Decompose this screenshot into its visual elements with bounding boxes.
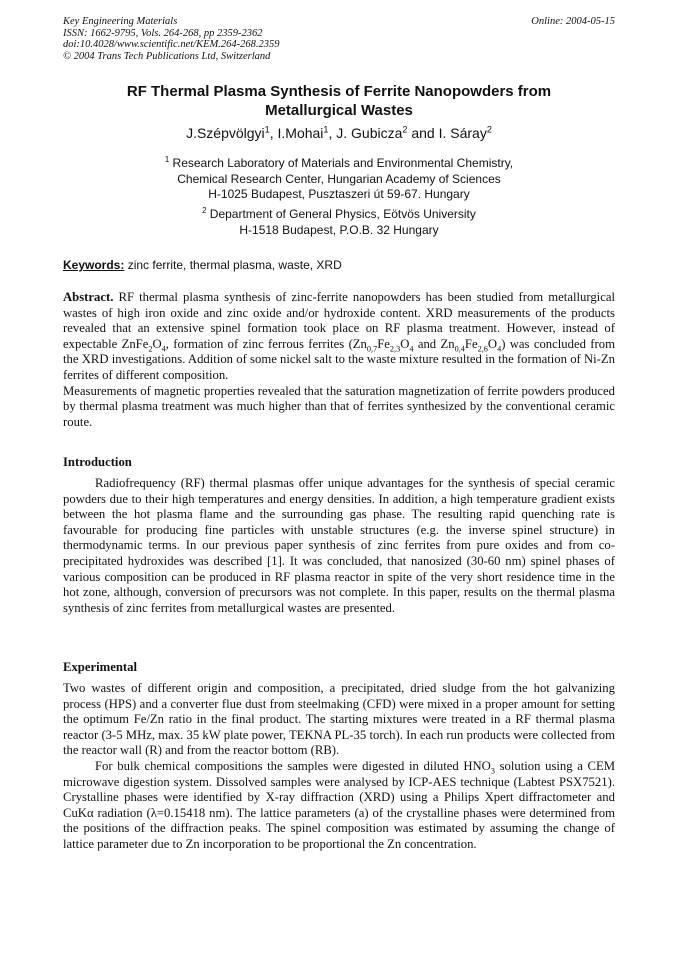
subscript: 4 bbox=[409, 344, 414, 354]
affiliation-1 bbox=[63, 156, 615, 203]
keywords bbox=[63, 258, 615, 273]
experimental-section bbox=[63, 681, 615, 853]
subscript: 2 bbox=[148, 344, 153, 354]
title-line-2: Metallurgical Wastes bbox=[265, 102, 413, 119]
affiliation-1-line-1: Research Laboratory of Materials and Environmental Chemistry, bbox=[169, 156, 514, 170]
abstract-text: O bbox=[400, 336, 410, 351]
experimental-paragraph-2 bbox=[63, 759, 615, 853]
subscript: 2,6 bbox=[477, 344, 488, 354]
subscript: 4 bbox=[497, 344, 502, 354]
author-4-affil: 2 bbox=[486, 124, 492, 135]
subscript: 0,4 bbox=[454, 344, 465, 354]
abstract-label: Abstract. bbox=[63, 290, 114, 304]
introduction-paragraph: Radiofrequency (RF) thermal plasmas offer unique advantages for the synthesis of special ceramic powders due to their high temperatures and energy densities. In addition, a high temperature gradient exists between the hot plasma flame and the surrounding gas phase. The resulting rapid quenching rate is favourable for producing fine particles with unstable structures (e.g. the inverse spinel structure) in thermodynamic terms. In our previous paper synthesis of zinc ferrites from pure oxides and from co-precipitated hydroxides was described [1]. It was concluded, that nanosized (30-60 nm) spinel phases of various composition can be produced in RF plasma reactor in spite of the very short residence time in the hot zone, although, conversion of precursors was not complete. In this paper, results on the thermal plasma synthesis of zinc ferrites from metallurgical wastes are presented. bbox=[63, 476, 615, 615]
author-1: J.Szépvölgyi bbox=[186, 125, 265, 141]
abstract-text: O bbox=[487, 336, 498, 351]
abstract-text: RF thermal plasma synthesis of zinc-ferrite nanopowders has been studied from metallurgical wastes of high iron oxide and zinc oxide and/or hydroxide content. XRD measurements of the products revealed that an extensive spinel formation took place on RF plasma treatment. However, instead of expectable ZnFe bbox=[63, 290, 615, 351]
author-2-affil: 1 bbox=[323, 124, 329, 135]
author-3: , J. Gubicza bbox=[328, 125, 403, 141]
abstract bbox=[63, 290, 615, 430]
author-list bbox=[63, 124, 615, 142]
author-3-affil: 2 bbox=[402, 124, 408, 135]
copyright-line: © 2004 Trans Tech Publications Ltd, Switzerland bbox=[63, 50, 271, 62]
subscript: 3 bbox=[490, 766, 495, 776]
author-1-affil: 1 bbox=[264, 124, 270, 135]
abstract-text: O bbox=[152, 336, 162, 351]
affiliation-1-marker: 1 bbox=[164, 155, 170, 164]
subscript: 2,3 bbox=[389, 344, 401, 354]
experimental-text: solution using a CEM microwave digestion system. Dissolved samples were analysed by ICP-AES technique (Labtest PSX7521). Crystalline phases were identified by X-ray diffraction (XRD) using a Philips Xpert diffractometer and CuKα radiation (λ=0.15418 nm). The lattice parameters (a) of the crystalline phases were determined from the positions of the diffraction peaks. The spinel composition was estimated by assuming the change of lattice parameter due to Zn incorporation to be proportional the Zn concentration. bbox=[63, 758, 615, 851]
title-line-1: RF Thermal Plasma Synthesis of Ferrite Nanopowders from bbox=[126, 83, 552, 100]
journal-header bbox=[63, 16, 615, 62]
experimental-text: For bulk chemical compositions the samples were digested in diluted HNO bbox=[95, 758, 491, 773]
affiliation-2 bbox=[63, 207, 615, 238]
abstract-text: ) was concluded from the XRD investigations. Addition of some nickel salt to the waste mixture resulted in the formation of Ni-Zn ferrites of different composition. bbox=[63, 336, 615, 382]
affiliation-2-line-2: H-1518 Budapest, P.O.B. 32 Hungary bbox=[239, 222, 439, 237]
abstract-text: , formation of zinc ferrous ferrites (Zn bbox=[165, 336, 367, 351]
affiliation-1-line-3: H-1025 Budapest, Pusztaszeri út 59-67. Hungary bbox=[208, 187, 470, 201]
abstract-paragraph-1 bbox=[63, 290, 615, 384]
author-4: and I. Sáray bbox=[407, 125, 487, 141]
doi-line: doi:10.4028/www.scientific.net/KEM.264-268.2359 bbox=[63, 39, 280, 50]
affiliation-2-line-1: Department of General Physics, Eötvös University bbox=[206, 207, 476, 221]
online-date: Online: 2004-05-15 bbox=[531, 16, 615, 27]
affiliation-1-line-2: Chemical Research Center, Hungarian Academy of Sciences bbox=[177, 171, 501, 186]
abstract-text: Fe bbox=[464, 336, 478, 351]
abstract-paragraph-2: Measurements of magnetic properties revealed that the saturation magnetization of ferrite powders produced by thermal plasma treatment was much higher than that of ferrites synthesized by the conventional ceramic route. bbox=[63, 383, 615, 429]
keywords-label: Keywords: bbox=[63, 258, 125, 272]
experimental-paragraph-1: Two wastes of different origin and composition, a precipitated, dried sludge from the hot galvanizing process (HPS) and a converter flue dust from steelmaking (CFD) were mixed in a proper amount for setting the optimum Fe/Zn ratio in the final product. The starting mixtures were treated in a RF thermal plasma reactor (3-5 MHz, max. 35 kW plate power, TEKNA PL-35 torch). In each run products were collected from the reactor wall (R) and from the reactor bottom (RB). bbox=[63, 681, 615, 758]
introduction-heading: Introduction bbox=[63, 455, 132, 469]
paper-title bbox=[63, 82, 615, 120]
abstract-text: Fe bbox=[377, 336, 390, 351]
introduction-section bbox=[63, 476, 615, 616]
affiliation-2-marker: 2 bbox=[202, 206, 207, 215]
subscript: 4 bbox=[161, 344, 166, 354]
keywords-text: zinc ferrite, thermal plasma, waste, XRD bbox=[124, 258, 342, 272]
issn-line: ISSN: 1662-9795, Vols. 264-268, pp 2359-2362 bbox=[63, 27, 263, 39]
experimental-heading: Experimental bbox=[63, 660, 138, 674]
abstract-text: and Zn bbox=[413, 336, 455, 351]
author-2: , I.Mohai bbox=[269, 125, 324, 141]
subscript: 0,7 bbox=[366, 344, 378, 354]
journal-name: Key Engineering Materials bbox=[63, 16, 178, 27]
